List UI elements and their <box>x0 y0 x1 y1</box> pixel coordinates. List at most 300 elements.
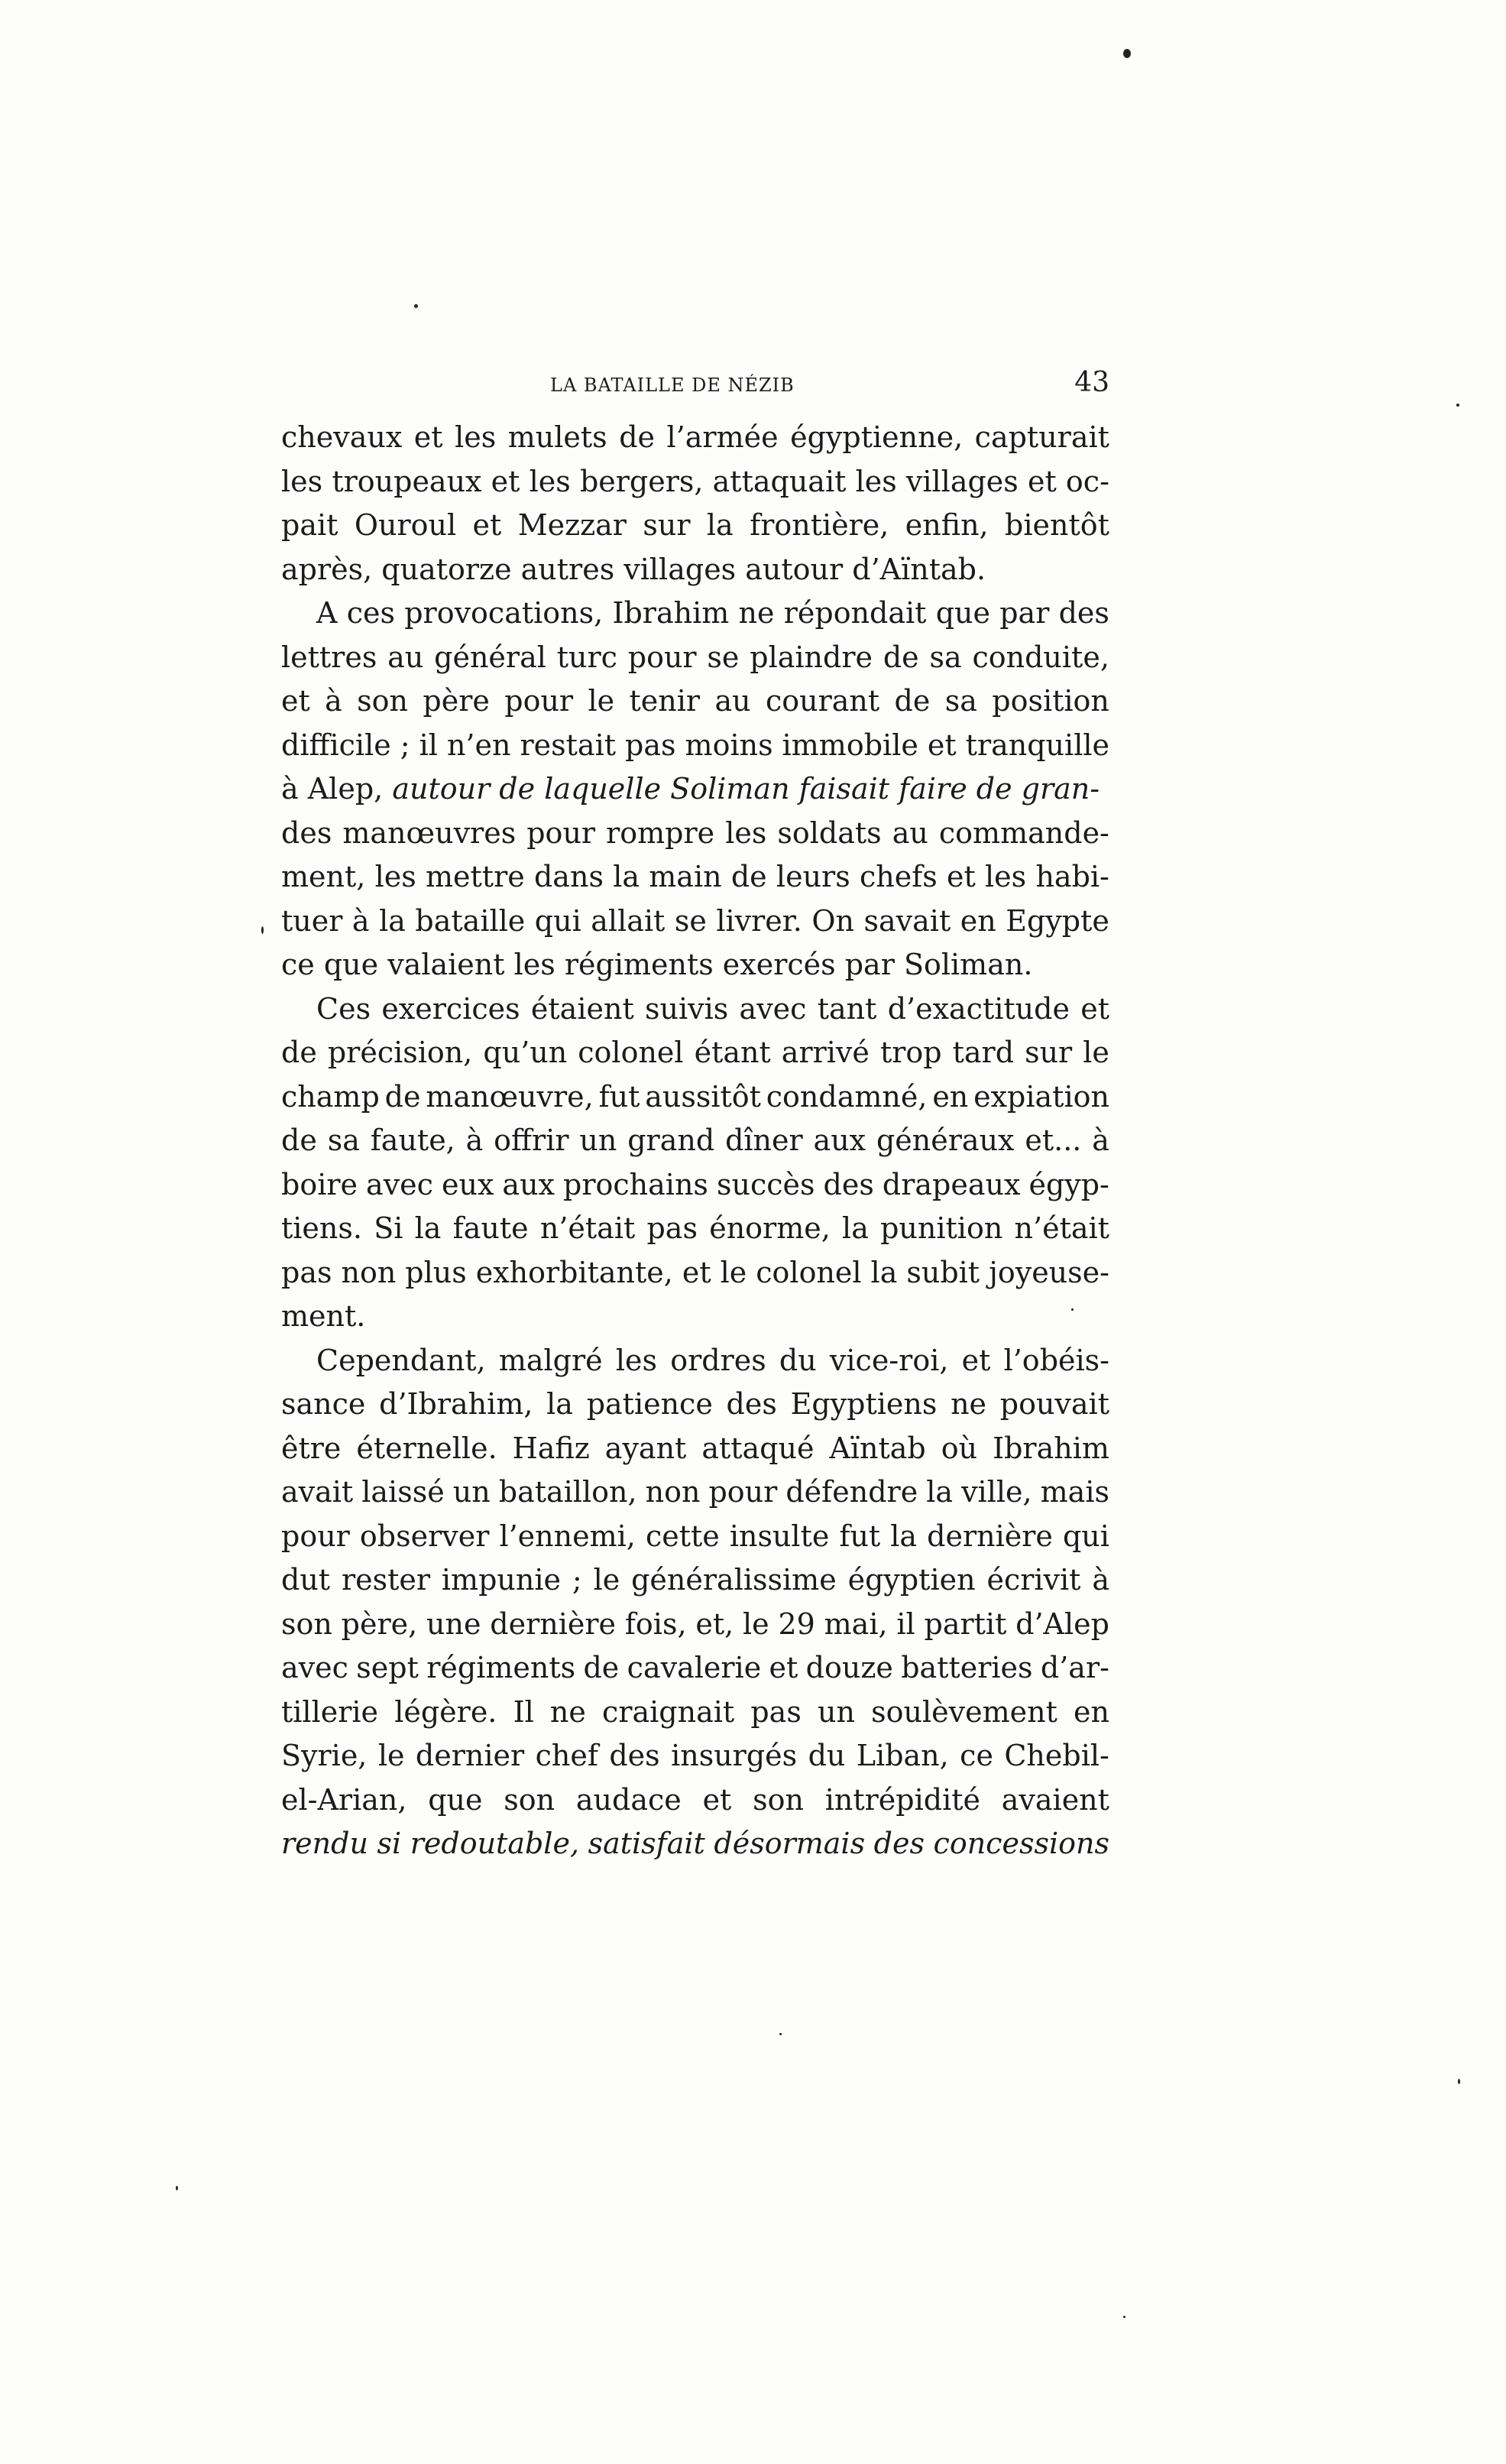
word: observer <box>359 1519 490 1553</box>
word: conduite, <box>972 640 1109 674</box>
word: du <box>808 1739 846 1772</box>
word: la <box>870 1255 898 1289</box>
text-line-9-plain: à Alep, <box>281 772 393 806</box>
word: généraux <box>876 1123 1015 1157</box>
word: pour <box>281 1519 350 1553</box>
text-line-26 <box>281 1515 1109 1559</box>
word: les <box>374 860 416 893</box>
word: des <box>873 1827 925 1860</box>
word: répondait <box>783 596 927 630</box>
word: la <box>890 1519 918 1553</box>
word: et <box>927 728 957 762</box>
word: et <box>769 1651 798 1684</box>
word: Ibrahim <box>993 1431 1109 1465</box>
word: Si <box>374 1211 403 1245</box>
word: drapeaux <box>882 1167 1021 1201</box>
word: difficile <box>281 728 391 762</box>
text-line-31 <box>281 1734 1109 1778</box>
text-line-17 <box>281 1119 1109 1163</box>
word: concessions <box>933 1827 1109 1860</box>
word: au <box>387 640 424 674</box>
word: où <box>941 1431 978 1465</box>
word: prochains <box>563 1167 708 1201</box>
word: Chebil- <box>1004 1739 1109 1772</box>
text-line-32 <box>281 1778 1109 1823</box>
word: pour <box>504 684 574 718</box>
word: punition <box>880 1211 1003 1245</box>
word: précision, <box>327 1036 473 1069</box>
word: par <box>999 596 1050 630</box>
word: Ouroul <box>354 508 457 542</box>
word: de <box>384 1079 421 1114</box>
word: bataille <box>415 903 526 938</box>
word: et <box>1027 464 1057 498</box>
word: joyeuse- <box>989 1255 1109 1289</box>
word: le <box>720 1255 747 1289</box>
word: mais <box>1040 1475 1109 1509</box>
word: courant <box>765 684 880 718</box>
word: de <box>281 1036 317 1069</box>
scan-speck <box>176 2186 178 2190</box>
word: sa <box>929 640 962 674</box>
word: de <box>894 684 931 718</box>
word: exhorbitante, <box>475 1255 673 1289</box>
word: son <box>753 1782 804 1817</box>
word: chevaux <box>281 420 403 454</box>
word: Aïntab <box>829 1431 926 1465</box>
page-number: 43 <box>1074 367 1109 398</box>
word: des <box>726 1387 777 1421</box>
word: énorme, <box>709 1211 831 1245</box>
word: d’Ibrahim, <box>379 1387 533 1421</box>
word: les <box>855 464 897 498</box>
scan-speck <box>1123 2316 1125 2318</box>
word: il <box>419 728 438 762</box>
word: frontière, <box>750 508 889 542</box>
word: étaient <box>530 991 634 1026</box>
word: sur <box>1025 1036 1073 1069</box>
word: ville, <box>961 1475 1032 1509</box>
word: à <box>1092 1563 1109 1597</box>
scan-speck <box>1071 1308 1074 1311</box>
text-line-4: après, quatorze autres villages autour d’Aïntab. <box>281 552 986 586</box>
word: être <box>281 1431 342 1465</box>
word: malgré <box>498 1343 603 1377</box>
scan-speck <box>1458 2079 1460 2084</box>
word: sur <box>643 508 691 542</box>
text-line-1 <box>281 416 1109 460</box>
word: la <box>379 903 406 938</box>
word: la <box>706 508 734 542</box>
word: plus <box>405 1255 467 1289</box>
word: A <box>316 596 338 630</box>
word: Mezzar <box>517 508 627 542</box>
word: aussitôt <box>645 1079 761 1114</box>
word: chefs <box>859 860 938 893</box>
word: égyptien <box>847 1563 976 1597</box>
word: que <box>935 596 990 630</box>
word: non <box>645 1475 701 1509</box>
word: attaqué <box>701 1431 815 1465</box>
word: restait <box>520 728 616 762</box>
word: il <box>896 1606 915 1641</box>
word: savait <box>863 903 951 938</box>
text-line-30 <box>281 1691 1109 1735</box>
text-line-9-italic: autour de laquelle Soliman faisait faire de gran- <box>392 772 1100 806</box>
word: intrépidité <box>824 1782 980 1817</box>
word: suivis <box>645 991 729 1026</box>
word: insulte <box>729 1519 830 1553</box>
text-line-23 <box>281 1383 1109 1427</box>
word: de <box>883 640 919 674</box>
word: l’armée <box>666 420 779 454</box>
word: avait <box>281 1475 354 1509</box>
word: rester <box>341 1563 431 1597</box>
text-line-25 <box>281 1470 1109 1515</box>
word: et, <box>695 1606 734 1641</box>
word: qui <box>534 903 581 938</box>
word: ne <box>951 1387 987 1421</box>
word: avec <box>366 1167 433 1201</box>
word: dîner <box>725 1123 803 1157</box>
word: colonel <box>756 1255 862 1289</box>
text-line-27 <box>281 1558 1109 1603</box>
word: et... <box>1025 1123 1082 1157</box>
word: son <box>281 1606 332 1641</box>
scan-speck <box>779 2033 782 2035</box>
word: régiments <box>426 1651 576 1684</box>
scan-speck <box>1456 404 1459 407</box>
text-line-7 <box>281 679 1109 724</box>
text-line-18 <box>281 1163 1109 1208</box>
word: égyptienne, <box>790 420 964 454</box>
running-title: LA BATAILLE DE NÉZIB <box>550 374 795 396</box>
word: si <box>377 1827 402 1860</box>
word: non <box>341 1255 397 1289</box>
word: la <box>842 1211 869 1245</box>
text-line-8 <box>281 724 1109 768</box>
word: désormais <box>714 1827 866 1860</box>
word: Syrie, <box>281 1739 368 1772</box>
word: craignait <box>602 1694 735 1729</box>
word: eux <box>441 1167 494 1201</box>
word: les <box>529 464 571 498</box>
word: capturait <box>974 420 1109 454</box>
word: et <box>281 684 310 718</box>
word: en <box>960 903 996 938</box>
word: l’ennemi, <box>499 1519 636 1553</box>
word: tant <box>817 991 877 1026</box>
word: général <box>434 640 546 674</box>
word: ces <box>346 596 395 630</box>
word: de <box>619 420 656 454</box>
word: manœuvres <box>342 815 517 850</box>
word: vice-roi, <box>829 1343 949 1377</box>
word: manœuvre, <box>426 1079 594 1114</box>
word: sa <box>327 1123 360 1157</box>
word: pas <box>625 728 676 762</box>
word: ce <box>960 1739 993 1772</box>
word: grand <box>627 1123 715 1157</box>
word: dernier <box>415 1739 525 1772</box>
word: la <box>613 860 640 893</box>
word: pas <box>281 1255 332 1289</box>
word: d’exactitude <box>887 991 1070 1026</box>
text-line-11 <box>281 855 1109 900</box>
word: provocations, <box>404 596 604 630</box>
word: n’était <box>1014 1211 1109 1245</box>
word: et <box>702 1782 732 1817</box>
word: mulets <box>507 420 607 454</box>
word: et <box>682 1255 711 1289</box>
word: le <box>588 684 615 718</box>
text-line-13: ce que valaient les régiments exercés par Soliman. <box>281 948 1033 981</box>
word: qu’un <box>483 1036 568 1069</box>
word: Liban, <box>856 1739 949 1772</box>
word: redoutable, <box>410 1827 580 1860</box>
word: tillerie <box>281 1694 379 1729</box>
word: défendre <box>785 1475 918 1509</box>
word: impunie <box>441 1563 562 1597</box>
word: égyp- <box>1028 1167 1109 1201</box>
word: le <box>377 1739 405 1772</box>
word: enfin, <box>905 508 989 542</box>
word: en <box>1074 1694 1109 1729</box>
word: sa <box>944 684 977 718</box>
word: condamné, <box>766 1079 928 1114</box>
word: aux <box>813 1123 866 1157</box>
word: au <box>714 684 751 718</box>
word: une <box>426 1606 481 1641</box>
word: soldats <box>777 815 882 850</box>
word: les <box>985 860 1027 893</box>
word: père <box>423 684 490 718</box>
word: boire <box>281 1167 358 1201</box>
text-line-28 <box>281 1603 1109 1647</box>
text-line-6 <box>281 636 1109 680</box>
word: champ <box>281 1079 380 1114</box>
text-line-3 <box>281 504 1109 548</box>
word: attaquait <box>712 464 847 498</box>
text-line-2 <box>281 460 1109 504</box>
word: el-Arian, <box>281 1782 407 1817</box>
word: turc <box>556 640 617 674</box>
word: un <box>818 1694 855 1729</box>
word: mettre <box>426 860 525 893</box>
text-line-15 <box>281 1031 1109 1075</box>
word: oc- <box>1065 464 1109 498</box>
word: tuer <box>281 903 343 938</box>
word: à <box>1092 1123 1109 1157</box>
word: n’en <box>446 728 511 762</box>
text-line-29 <box>281 1646 1109 1691</box>
word: et <box>491 464 520 498</box>
word: la <box>926 1475 954 1509</box>
word: douze <box>805 1651 893 1684</box>
word: son <box>357 684 409 718</box>
word: ; <box>572 1563 582 1597</box>
word: au <box>892 815 928 850</box>
word: ne <box>549 1694 586 1729</box>
word: trop <box>879 1036 942 1069</box>
word: sance <box>281 1387 366 1421</box>
word: pas <box>750 1694 802 1729</box>
word: faute <box>452 1211 529 1245</box>
word: plaindre <box>750 640 873 674</box>
word: cette <box>645 1519 720 1553</box>
word: cavalerie <box>627 1651 762 1684</box>
word: le <box>1083 1036 1109 1069</box>
word: dans <box>533 860 604 893</box>
word: les <box>725 815 767 850</box>
word: qui <box>1062 1519 1109 1553</box>
text-line-24 <box>281 1427 1109 1471</box>
word: Egypte <box>1006 903 1109 938</box>
word: rompre <box>606 815 715 850</box>
word: étant <box>694 1036 771 1069</box>
word: que <box>428 1782 483 1817</box>
word: des <box>281 815 332 850</box>
word: dernière <box>490 1606 617 1641</box>
word: dernière <box>927 1519 1053 1553</box>
word: pour <box>627 640 697 674</box>
word: Ces <box>316 991 371 1026</box>
word: ment, <box>281 860 366 893</box>
word: tard <box>952 1036 1015 1069</box>
word: Egyptiens <box>790 1387 938 1421</box>
word: expiation <box>973 1079 1109 1114</box>
word: colonel <box>578 1036 684 1069</box>
word: pour <box>526 815 596 850</box>
word: le <box>593 1563 620 1597</box>
word: avaient <box>1001 1782 1109 1817</box>
word: moins <box>685 728 773 762</box>
word: n’était <box>539 1211 636 1245</box>
word: pouvait <box>999 1387 1109 1421</box>
word: laissé <box>361 1475 445 1509</box>
word: son <box>504 1782 555 1817</box>
text-line-22 <box>281 1339 1109 1383</box>
word: partit <box>924 1606 1007 1641</box>
word: fut <box>839 1519 881 1553</box>
word: le <box>743 1606 769 1641</box>
word: de <box>730 860 767 893</box>
scan-speck <box>261 926 264 934</box>
word: Ibrahim <box>612 596 730 630</box>
word: Hafiz <box>512 1431 590 1465</box>
word: main <box>649 860 722 893</box>
word: les <box>281 464 323 498</box>
word: ne <box>738 596 775 630</box>
word: aux <box>502 1167 555 1201</box>
word: troupeaux <box>332 464 482 498</box>
word: Il <box>513 1694 534 1729</box>
word: tenir <box>629 684 701 718</box>
word: dut <box>281 1563 331 1597</box>
word: offrir <box>494 1123 569 1157</box>
text-line-20 <box>281 1251 1109 1295</box>
word: leurs <box>776 860 850 893</box>
word: bergers, <box>579 464 704 498</box>
word: satisfait <box>588 1827 705 1860</box>
word: et <box>472 508 502 542</box>
word: ayant <box>604 1431 687 1465</box>
word: père, <box>341 1606 418 1641</box>
text-line-33 <box>281 1822 1109 1866</box>
word: la <box>546 1387 573 1421</box>
word: et <box>1080 991 1109 1026</box>
word: du <box>779 1343 817 1377</box>
word: légère. <box>394 1694 497 1729</box>
word: l’obéis- <box>1003 1343 1109 1377</box>
word: patience <box>586 1387 713 1421</box>
word: avec <box>281 1651 348 1684</box>
word: soulèvement <box>871 1694 1057 1729</box>
text-line-16 <box>281 1075 1109 1120</box>
word: la <box>414 1211 442 1245</box>
word: et <box>947 860 976 893</box>
word: un <box>579 1123 617 1157</box>
word: à <box>465 1123 484 1157</box>
word: habi- <box>1035 860 1109 893</box>
text-line-9 <box>281 767 1109 812</box>
word: ordres <box>670 1343 766 1377</box>
word: exercices <box>381 991 520 1026</box>
word: fut <box>598 1079 640 1114</box>
word: bataillon, <box>498 1475 637 1509</box>
word: mai, <box>824 1606 888 1641</box>
word: à <box>325 684 342 718</box>
word: bientôt <box>1005 508 1109 542</box>
word: se <box>707 640 740 674</box>
word: tiens. <box>281 1211 362 1245</box>
page-body <box>281 416 1109 1866</box>
word: chef <box>535 1739 598 1772</box>
word: arrivé <box>781 1036 870 1069</box>
text-line-19 <box>281 1207 1109 1251</box>
word: de <box>583 1651 620 1684</box>
word: commande- <box>938 815 1109 850</box>
scan-speck <box>1123 49 1131 58</box>
word: position <box>992 684 1109 718</box>
word: villages <box>905 464 1019 498</box>
word: subit <box>906 1255 980 1289</box>
word: de <box>281 1123 317 1157</box>
word: sept <box>356 1651 419 1684</box>
word: un <box>452 1475 491 1509</box>
word: succès <box>716 1167 815 1201</box>
word: les <box>455 420 497 454</box>
word: en <box>932 1079 969 1114</box>
text-line-12 <box>281 900 1109 944</box>
word: à <box>351 903 370 938</box>
word: immobile <box>782 728 918 762</box>
word: d’Alep <box>1015 1606 1109 1641</box>
word: batteries <box>901 1651 1033 1684</box>
word: allait <box>591 903 666 938</box>
word: livrer. <box>716 903 802 938</box>
word: ; <box>400 728 410 762</box>
scan-speck <box>414 304 418 308</box>
word: insurgés <box>671 1739 798 1772</box>
word: pas <box>646 1211 698 1245</box>
word: pait <box>281 508 338 542</box>
word: généralissime <box>631 1563 837 1597</box>
text-line-10 <box>281 812 1109 856</box>
word: rendu <box>281 1827 368 1860</box>
word: 29 <box>778 1606 815 1641</box>
word: et <box>413 420 443 454</box>
